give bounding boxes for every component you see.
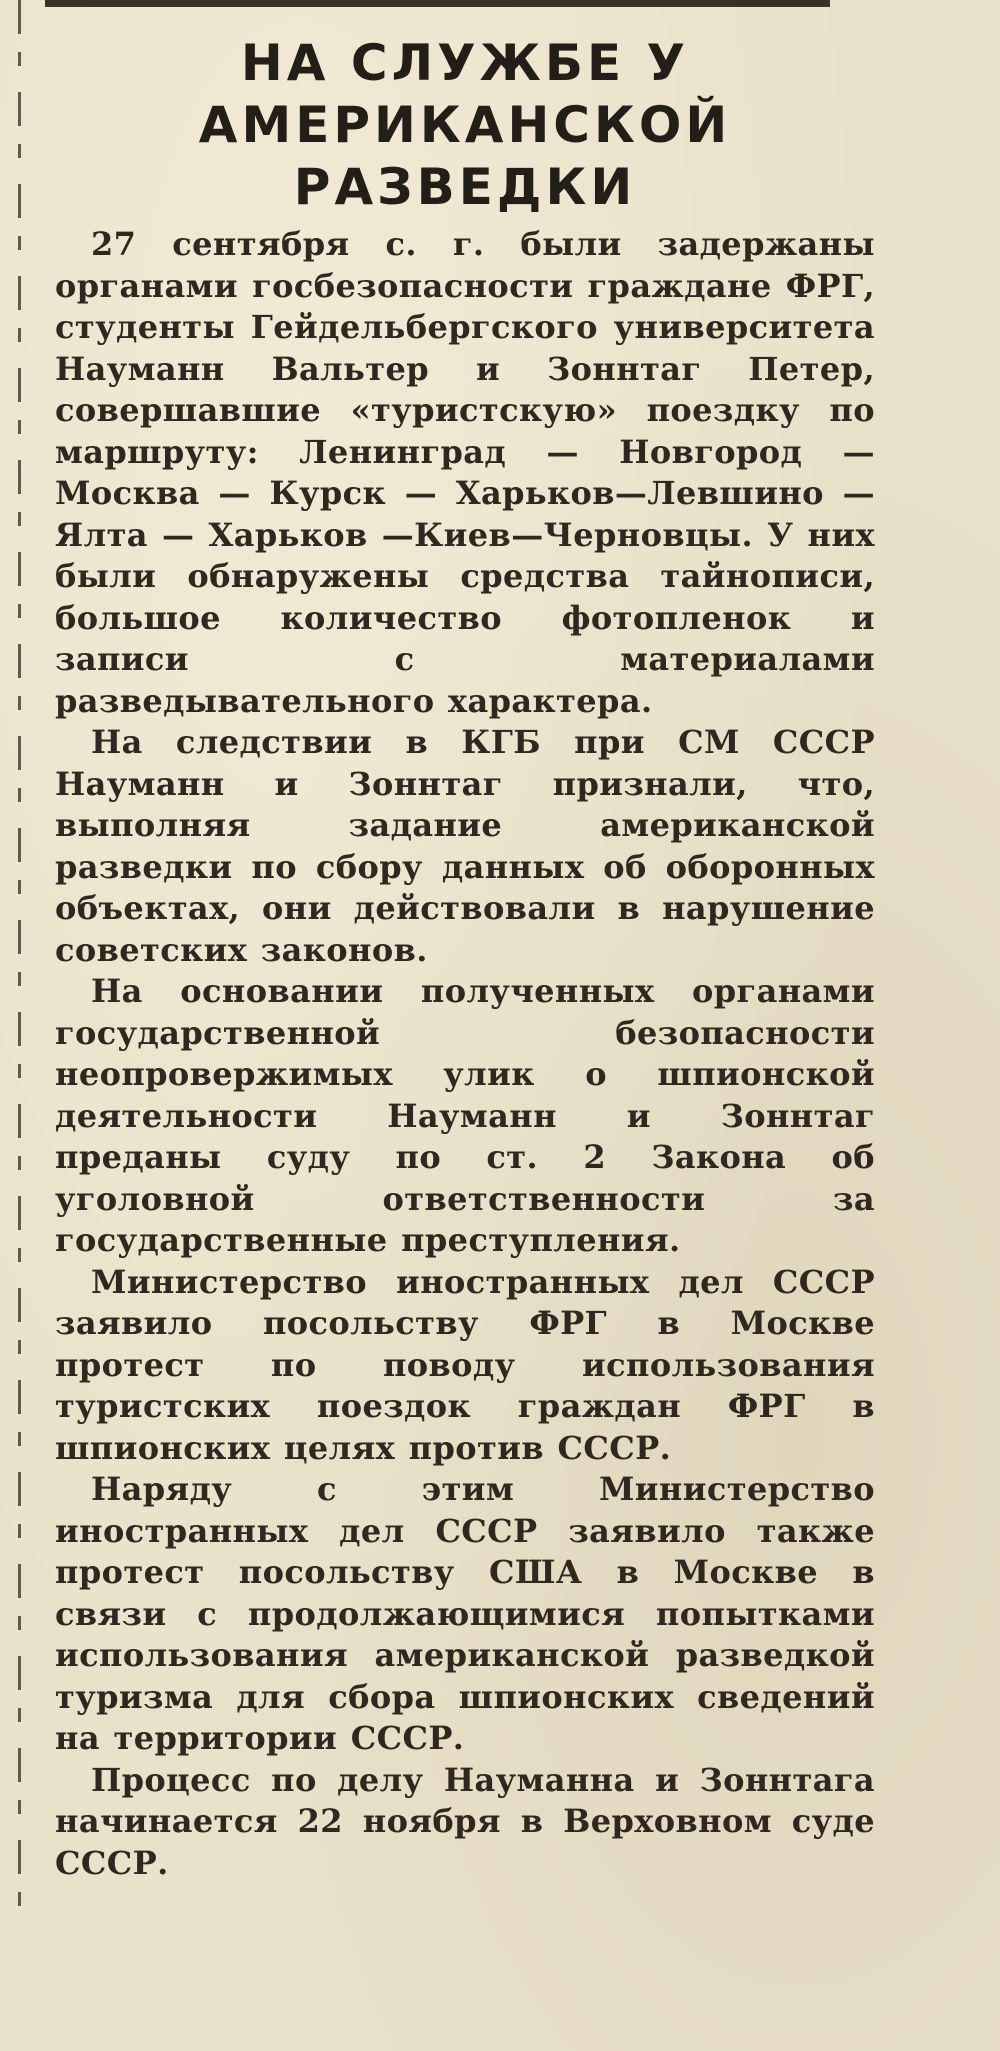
- paragraph-2: На следствии в КГБ при СМ СССР Науманн и Зоннтаг признали, что, выполняя задание американской разведки по сбору данных об оборонных объектах, они действовали в нарушение советских законов.: [55, 723, 875, 969]
- article-body: [55, 224, 875, 1884]
- headline-line-1: НА СЛУЖБЕ У: [240, 34, 690, 92]
- paragraph-1: 27 сентября с. г. были задержаны органами госбезопасности граждане ФРГ, студенты Гейдельбергского университета Науманн Вальтер и Зоннтаг Петер, совершавшие «туристскую» поездку по маршруту: Ленинград — Новгород — Москва — Курск — Харьков—Левшино — Ялта — Харьков —Киев—Черновцы. У них были обнаружены средства тайнописи, большое количество фотопленок и записи с материалами разведывательного характера.: [55, 225, 875, 720]
- paragraph-3: На основании полученных органами государственной безопасности неопровержимых улик о шпионской деятельности Науманн и Зоннтаг преданы суду по ст. 2 Закона об уголовной ответственности за государственные преступления.: [55, 972, 875, 1259]
- article-headline: [55, 32, 875, 218]
- paragraph-6: Процесс по делу Науманна и Зоннтага начинается 22 ноября в Верховном суде СССР.: [55, 1760, 875, 1882]
- paragraph-5: Наряду с этим Министерство иностранных дел СССР заявило также протест посольству США в Москве в связи с продолжающимися попытками использования американской разведкой туризма для сбора шпионских сведений на территории СССР.: [55, 1470, 875, 1757]
- left-column-border: [18, 0, 21, 1920]
- top-column-rule: [45, 0, 830, 7]
- paragraph-4: Министерство иностранных дел СССР заявило посольству ФРГ в Москве протест по поводу использования туристских поездок граждан ФРГ в шпионских целях против СССР.: [55, 1262, 875, 1467]
- headline-line-2: АМЕРИКАНСКОЙ РАЗВЕДКИ: [198, 96, 732, 216]
- news-article: [55, 32, 875, 1884]
